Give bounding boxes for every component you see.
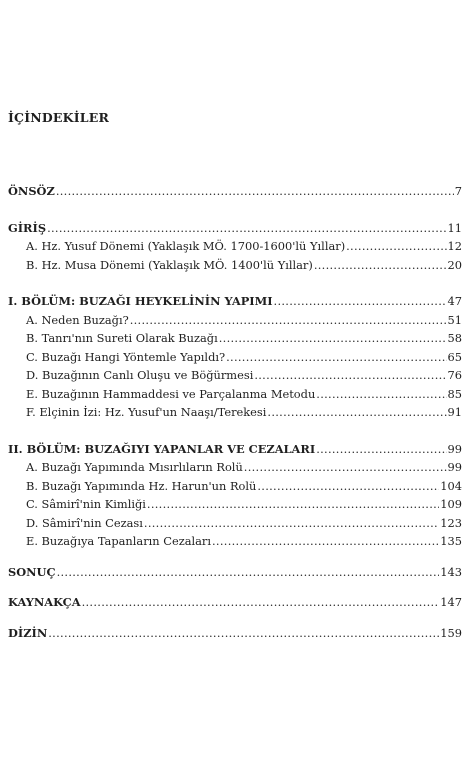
toc-entry-b2-c[interactable] [8, 495, 462, 514]
dot-leader [314, 256, 447, 275]
toc-entry-title: C. Sâmirî'nin Kimliği [26, 497, 146, 511]
toc-page-number: 85 [447, 386, 462, 401]
toc-page-number: 7 [454, 184, 462, 198]
toc-entry-title: A. Neden Buzağı? [26, 312, 129, 327]
toc-entry-title: B. Buzağı Yapımında Hz. Harun'un Rolü [26, 478, 257, 493]
dot-leader [47, 219, 446, 238]
toc-entry-dizin[interactable] [8, 624, 462, 643]
dot-leader [267, 403, 446, 422]
toc-page-number: 91 [447, 405, 462, 419]
dot-leader [274, 292, 447, 311]
page-title: İÇİNDEKİLER [8, 110, 110, 125]
toc-entry-title: DİZİN [8, 625, 48, 640]
toc-entry-title: C. Buzağı Hangi Yöntemle Yapıldı? [26, 349, 226, 364]
dot-leader [130, 311, 447, 330]
toc-entry-b2-d[interactable] [8, 514, 462, 533]
toc-page-number: 65 [447, 349, 462, 364]
toc-entry-bolum-2[interactable] [8, 440, 462, 459]
dot-leader [144, 514, 439, 533]
toc-page-number: 109 [440, 497, 462, 511]
toc-entry-title: II. BÖLÜM: BUZAĞIYI YAPANLAR VE CEZALARI [8, 441, 316, 456]
toc-entry-b2-b[interactable] [8, 477, 462, 496]
toc-entry-b1-b[interactable] [8, 329, 462, 348]
toc-entry-bolum-1[interactable] [8, 292, 462, 311]
dot-leader [244, 458, 447, 477]
toc-entry-giris-a[interactable] [8, 237, 462, 256]
dot-leader [82, 593, 440, 612]
toc-entry-title: B. Tanrı'nın Sureti Olarak Buzağı [26, 331, 218, 345]
toc-entry-title: E. Buzağının Hammaddesi ve Parçalanma Metodu [26, 386, 316, 401]
dot-leader [48, 624, 439, 643]
toc-page-number: 123 [440, 515, 462, 530]
toc-entry-sonuc[interactable] [8, 563, 462, 582]
toc-entry-kaynakca[interactable] [8, 593, 462, 612]
toc-page-number: 135 [440, 534, 462, 548]
toc-entry-giris[interactable] [8, 219, 462, 238]
toc-page-number: 99 [447, 460, 462, 474]
toc-entry-title: B. Hz. Musa Dönemi (Yaklaşık MÖ. 1400'lü Yıllar) [26, 257, 313, 272]
toc-entry-b1-c[interactable] [8, 348, 462, 367]
toc-page-number: 20 [447, 257, 462, 272]
dot-leader [316, 440, 446, 459]
toc-entry-title: ÖNSÖZ [8, 184, 55, 198]
toc-entry-title: E. Buzağıya Tapanların Cezaları [26, 534, 212, 548]
toc-entry-b1-d[interactable] [8, 366, 462, 385]
dot-leader [212, 532, 439, 551]
toc-page-number: 104 [440, 478, 462, 493]
dot-leader [346, 237, 446, 256]
toc-entry-b1-a[interactable] [8, 311, 462, 330]
toc-entry-b1-f[interactable] [8, 403, 462, 422]
toc-page-number: 51 [447, 312, 462, 327]
toc-entry-title: KAYNAKÇA [8, 595, 81, 609]
toc-page-number: 58 [447, 331, 462, 345]
toc-entry-title: A. Hz. Yusuf Dönemi (Yaklaşık MÖ. 1700-1600'lü Yıllar) [26, 239, 346, 253]
toc-entry-title: A. Buzağı Yapımında Mısırlıların Rolü [26, 460, 243, 474]
toc-entry-giris-b[interactable] [8, 256, 462, 275]
toc-entry-b1-e[interactable] [8, 385, 462, 404]
toc-entry-b2-e[interactable] [8, 532, 462, 551]
toc-page-number: 147 [440, 595, 462, 609]
toc-entry-title: D. Buzağının Canlı Oluşu ve Böğürmesi [26, 368, 254, 382]
dot-leader [219, 329, 447, 348]
dot-leader [226, 348, 446, 367]
table-of-contents [8, 182, 462, 642]
dot-leader [316, 385, 446, 404]
toc-page-number: 143 [440, 564, 462, 579]
toc-entry-onsoz[interactable] [8, 182, 462, 201]
toc-page-number: 76 [447, 368, 462, 382]
toc-page-number: 11 [447, 220, 462, 235]
toc-entry-title: F. Elçinin İzi: Hz. Yusuf'un Naaşı/Terekesi [26, 405, 267, 419]
dot-leader [147, 495, 439, 514]
dot-leader [56, 182, 454, 201]
dot-leader [254, 366, 446, 385]
toc-entry-title: GİRİŞ [8, 220, 47, 235]
toc-entry-title: SONUÇ [8, 564, 56, 579]
toc-entry-title: I. BÖLÜM: BUZAĞI HEYKELİNİN YAPIMI [8, 294, 273, 308]
toc-entry-b2-a[interactable] [8, 458, 462, 477]
dot-leader [257, 477, 439, 496]
toc-entry-title: D. Sâmirî'nin Cezası [26, 515, 143, 530]
toc-page-number: 47 [447, 294, 462, 308]
toc-page-number: 99 [447, 441, 462, 456]
dot-leader [57, 563, 440, 582]
toc-page-number: 12 [447, 239, 462, 253]
toc-page-number: 159 [440, 625, 462, 640]
